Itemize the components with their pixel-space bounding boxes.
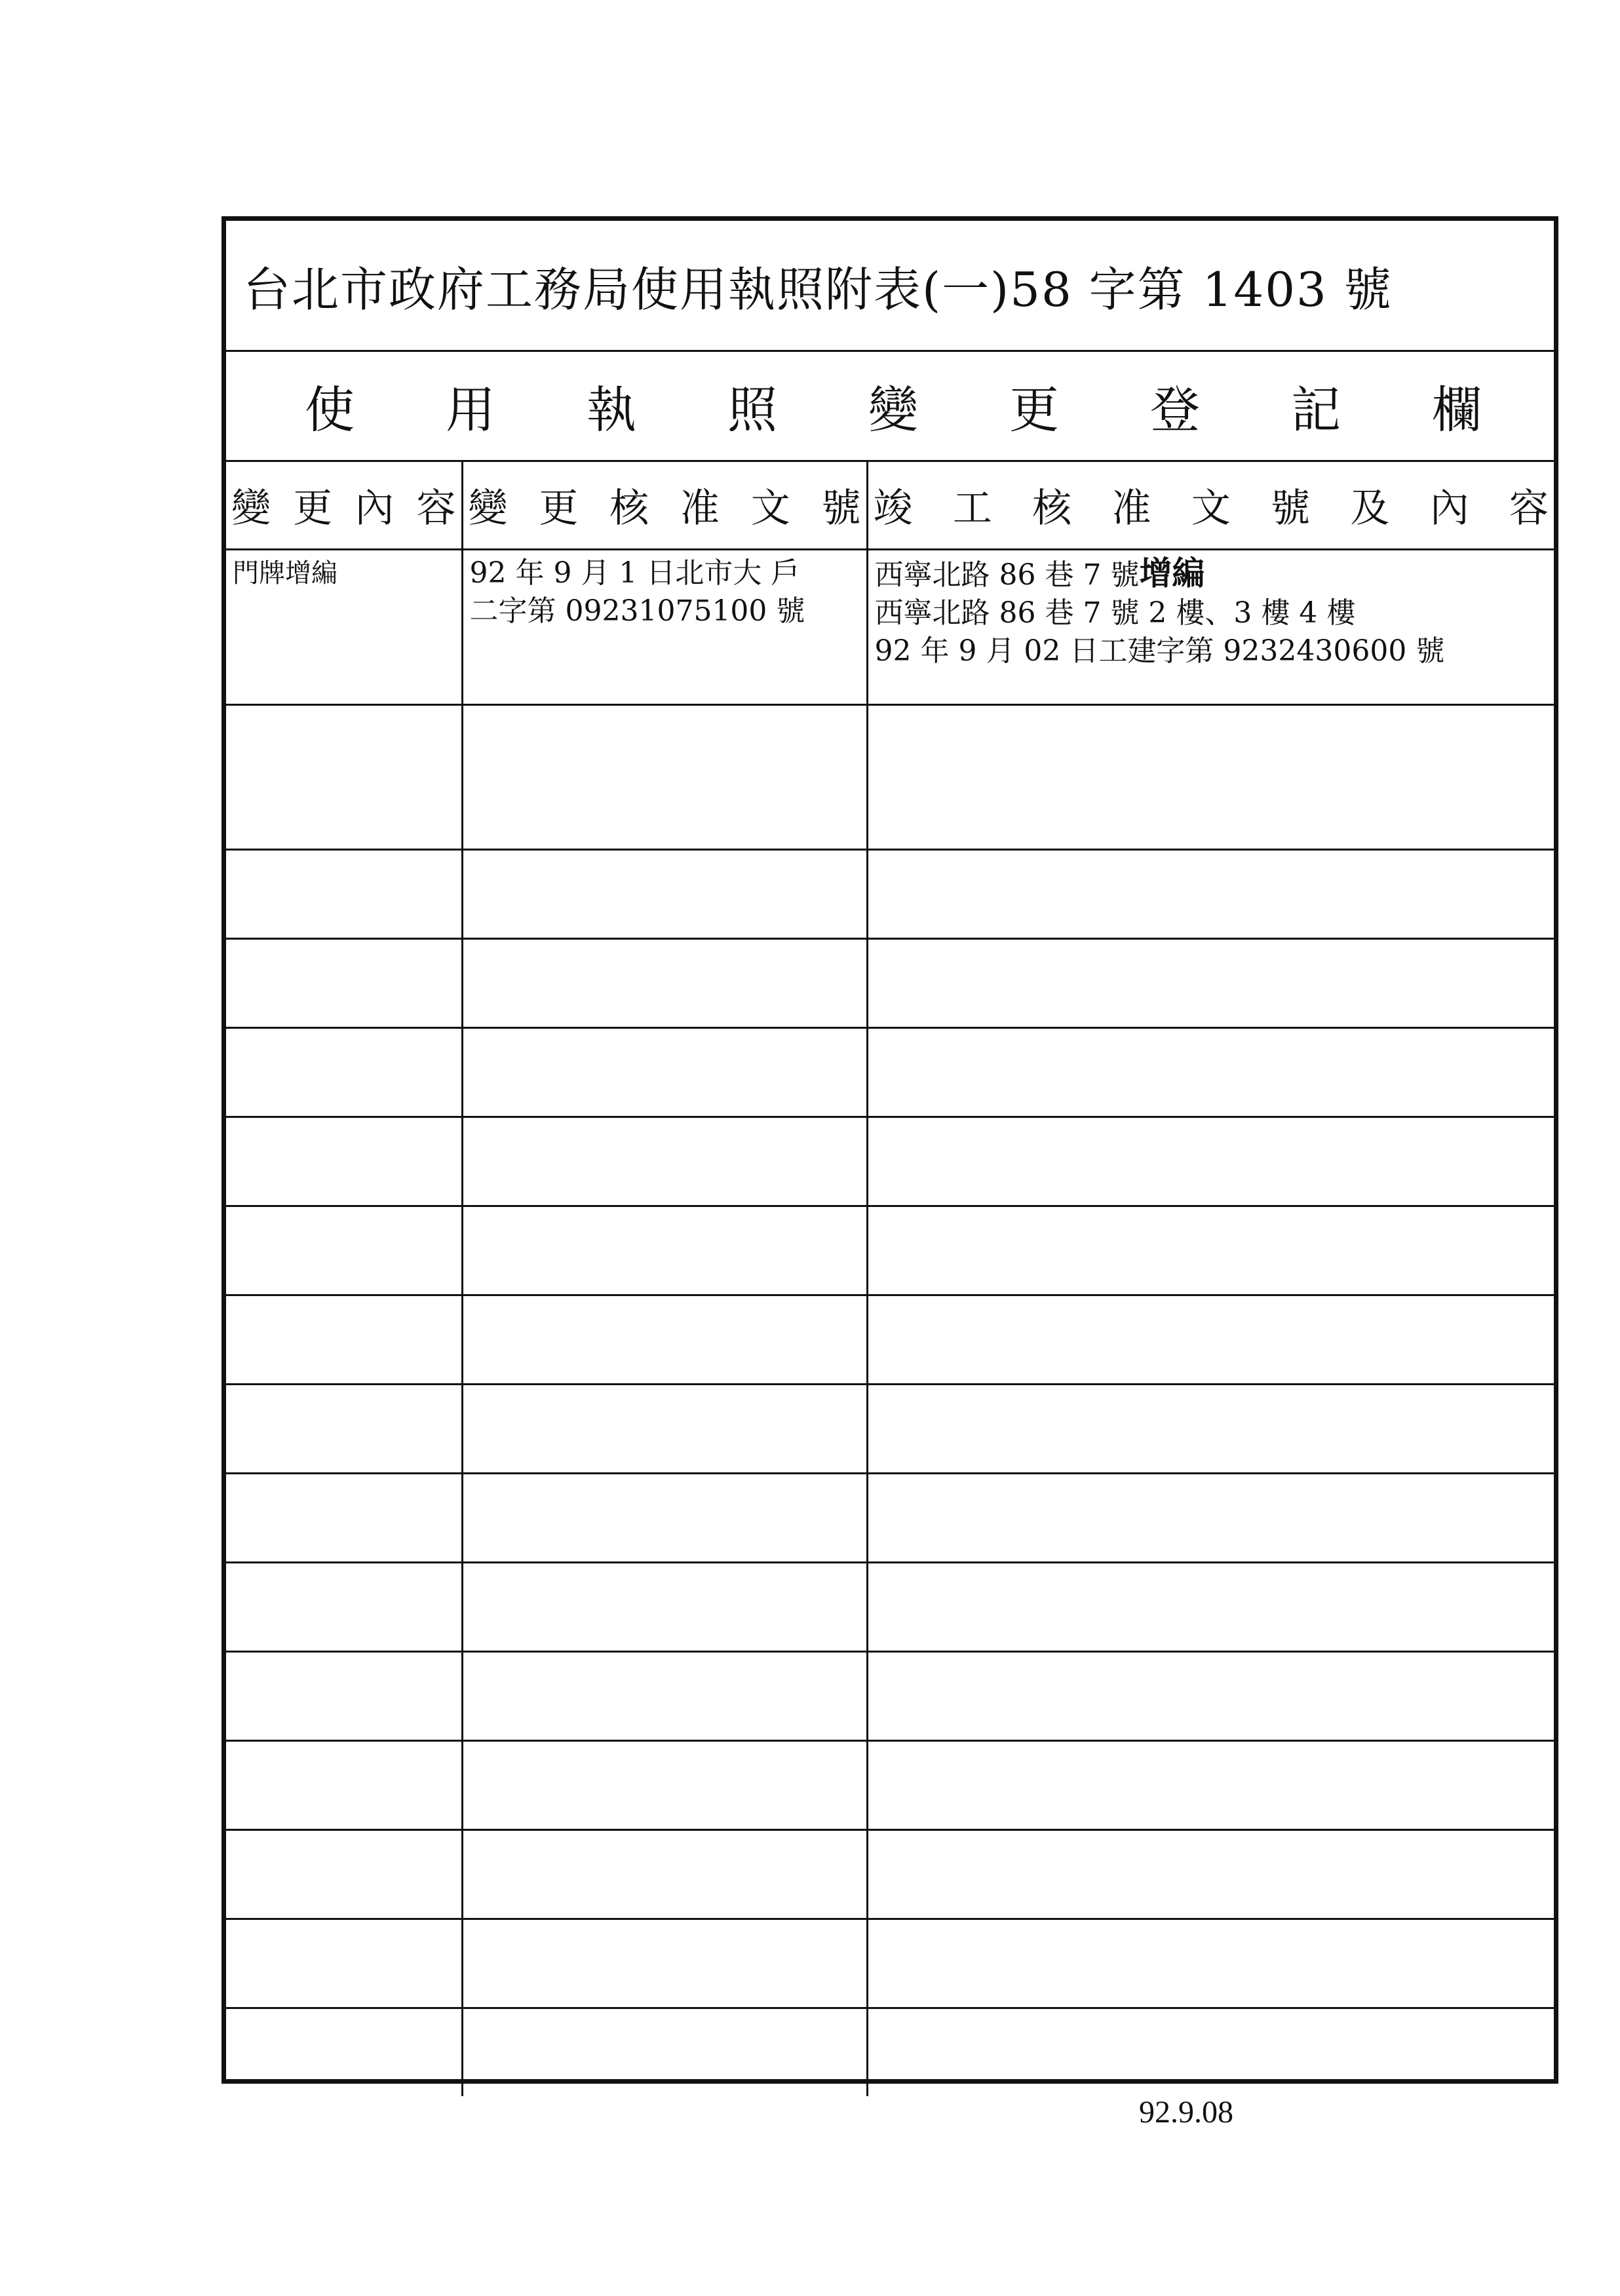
table-cell xyxy=(462,705,867,850)
table-cell xyxy=(226,705,462,850)
column-header-char: 變 xyxy=(231,486,271,531)
heading-char: 欄 xyxy=(1432,381,1482,439)
column-header-row xyxy=(226,462,1554,550)
column-header-char: 工 xyxy=(952,486,992,531)
heading-char: 執 xyxy=(587,381,636,439)
table-cell xyxy=(462,2008,867,2097)
table-cell xyxy=(462,1919,867,2008)
footer-date: 92.9.08 xyxy=(1139,2095,1233,2130)
table-cell xyxy=(867,705,1554,850)
heading-char: 更 xyxy=(1009,381,1059,439)
column-header-char: 更 xyxy=(539,486,579,531)
table-cell xyxy=(867,1741,1554,1830)
table-cell xyxy=(867,1830,1554,1919)
table-cell xyxy=(867,1652,1554,1741)
table-row xyxy=(226,1474,1554,1563)
change-register-heading xyxy=(226,352,1554,462)
table-row xyxy=(226,1385,1554,1474)
table-row xyxy=(226,1117,1554,1206)
table-cell xyxy=(462,1830,867,1919)
table-cell xyxy=(867,2008,1554,2097)
heading-char: 使 xyxy=(305,381,355,439)
table-cell xyxy=(462,1028,867,1117)
column-header-change-approval xyxy=(462,462,867,550)
table-cell xyxy=(462,1206,867,1295)
table-cell xyxy=(462,1741,867,1830)
table-cell xyxy=(462,1117,867,1206)
completion-line: 西寧北路 86 巷 7 號 2 樓、3 樓 4 樓 xyxy=(874,596,1356,630)
column-header-change-content xyxy=(226,462,462,550)
column-header-char: 內 xyxy=(1429,486,1469,531)
column-header-char: 變 xyxy=(468,486,508,531)
table-cell xyxy=(226,1295,462,1385)
column-header-char: 准 xyxy=(1111,486,1151,531)
column-header-char: 核 xyxy=(1032,486,1072,531)
change-content-text: 門牌增編 xyxy=(233,558,338,588)
table-cell xyxy=(867,1117,1554,1206)
table-cell xyxy=(226,2008,462,2097)
table-cell xyxy=(867,1385,1554,1474)
table-cell xyxy=(226,850,462,939)
table-cell xyxy=(226,1385,462,1474)
table-cell xyxy=(226,939,462,1028)
table-cell xyxy=(462,1563,867,1652)
table-cell xyxy=(867,1474,1554,1563)
table-cell xyxy=(867,1028,1554,1117)
column-header-char: 內 xyxy=(355,486,395,531)
form-title xyxy=(226,221,1554,352)
table-cell xyxy=(226,1206,462,1295)
change-content-cell xyxy=(226,550,462,705)
completion-address: 西寧北路 86 巷 7 號 xyxy=(874,558,1140,592)
column-header-char: 及 xyxy=(1350,486,1390,531)
column-header-char: 核 xyxy=(609,486,649,531)
table-cell xyxy=(226,1028,462,1117)
heading-char: 用 xyxy=(446,381,495,439)
column-header-char: 號 xyxy=(1271,486,1311,531)
heading-char: 變 xyxy=(868,381,918,439)
table-cell xyxy=(226,1117,462,1206)
heading-char: 記 xyxy=(1291,381,1341,439)
table-cell xyxy=(462,939,867,1028)
table-cell xyxy=(462,850,867,939)
column-header-char: 文 xyxy=(750,486,790,531)
form-title-text: 台北市政府工務局使用執照附表(一)58 字第 1403 號 xyxy=(243,261,1393,317)
table-row xyxy=(226,939,1554,1028)
table-cell xyxy=(226,1474,462,1563)
completion-approval-cell xyxy=(867,550,1554,705)
table-row xyxy=(226,850,1554,939)
table-row xyxy=(226,1563,1554,1652)
change-register-table xyxy=(226,462,1554,2096)
table-row xyxy=(226,1028,1554,1117)
table-cell xyxy=(226,1919,462,2008)
table-cell xyxy=(226,1741,462,1830)
completion-line xyxy=(875,554,1548,594)
table-cell xyxy=(867,939,1554,1028)
column-header-char: 准 xyxy=(680,486,720,531)
table-row xyxy=(226,550,1554,705)
table-row xyxy=(226,1652,1554,1741)
table-cell xyxy=(462,1474,867,1563)
column-header-char: 容 xyxy=(1509,486,1549,531)
permit-appendix-form xyxy=(222,216,1558,2084)
table-row xyxy=(226,1830,1554,1919)
column-header-char: 竣 xyxy=(873,486,913,531)
column-header-completion-approval xyxy=(867,462,1554,550)
table-row xyxy=(226,1295,1554,1385)
column-header-char: 更 xyxy=(293,486,333,531)
change-approval-cell xyxy=(462,550,867,705)
completion-line: 92 年 9 月 02 日工建字第 9232430600 號 xyxy=(874,634,1445,668)
heading-char: 照 xyxy=(727,381,777,439)
table-row xyxy=(226,2008,1554,2097)
column-header-char: 文 xyxy=(1191,486,1231,531)
table-cell xyxy=(462,1385,867,1474)
table-cell xyxy=(462,1652,867,1741)
approval-line: 二字第 09231075100 號 xyxy=(469,594,805,628)
table-row xyxy=(226,705,1554,850)
table-cell xyxy=(462,1295,867,1385)
table-row xyxy=(226,1206,1554,1295)
table-cell xyxy=(867,850,1554,939)
approval-line: 92 年 9 月 1 日北市大 戶 xyxy=(469,556,800,590)
column-header-char: 容 xyxy=(416,486,456,531)
table-row xyxy=(226,1919,1554,2008)
table-cell xyxy=(867,1563,1554,1652)
table-cell xyxy=(867,1206,1554,1295)
table-cell xyxy=(226,1563,462,1652)
completion-bold-note: 增編 xyxy=(1139,554,1205,592)
table-cell xyxy=(226,1830,462,1919)
table-cell xyxy=(226,1652,462,1741)
table-row xyxy=(226,1741,1554,1830)
table-cell xyxy=(867,1295,1554,1385)
heading-char: 登 xyxy=(1150,381,1200,439)
table-cell xyxy=(867,1919,1554,2008)
column-header-char: 號 xyxy=(821,486,861,531)
